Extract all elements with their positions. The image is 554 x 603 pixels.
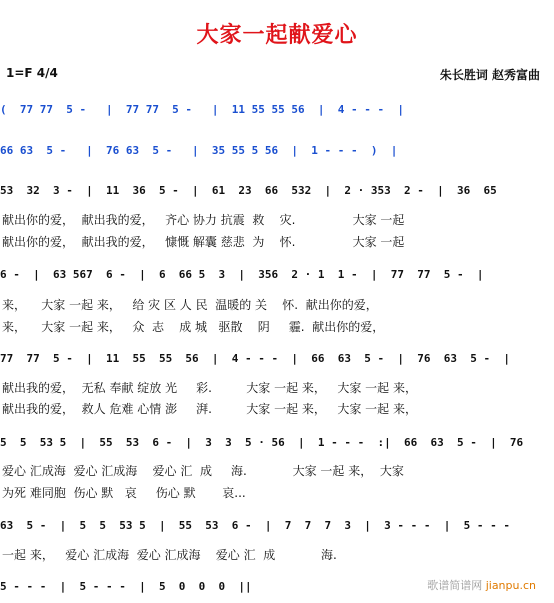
lyric-row-6-verse-1: 爱心 汇成海 爱心 汇成海 爱心 汇 成 海. 大家 一起 来， 大家 bbox=[2, 464, 404, 478]
notation-row-1: ( 77 77 5 - | 77 77 5 - | 11 55 55 56 | 4 - - - | bbox=[0, 103, 404, 116]
notation-row-2: 66 63 5 - | 76 63 5 - | 35 55 5 56 | 1 - - - ) | bbox=[0, 144, 398, 157]
lyric-row-3-verse-2: 献出你的爱， 献出我的爱， 慷慨 解囊 慈悲 为 怀. 大家 一起 bbox=[2, 235, 405, 249]
credits: 朱长胜词 赵秀富曲 bbox=[439, 68, 540, 82]
watermark-text: 歌谱简谱网 bbox=[427, 579, 483, 592]
lyric-row-6-verse-2: 为死 难同胞 伤心 默 哀 伤心 默 哀... bbox=[2, 486, 246, 500]
notation-row-5: 77 77 5 - | 11 55 55 56 | 4 - - - | 66 63 5 - | 76 63 5 - | bbox=[0, 352, 510, 365]
lyric-row-4-verse-1: 来， 大家 一起 来， 给 灾 区 人 民 温暖的 关 怀. 献出你的爱， bbox=[2, 298, 378, 312]
lyric-row-5-verse-1: 献出我的爱， 无私 奉献 绽放 光 彩. 大家 一起 来， 大家 一起 来， bbox=[2, 381, 417, 395]
notation-row-6: 5 5 53 5 | 55 53 6 - | 3 3 5 · 56 | 1 - - - :| 66 63 5 - | 76 bbox=[0, 436, 524, 449]
notation-row-7: 63 5 - | 5 5 53 5 | 55 53 6 - | 7 7 7 3 | 3 - - - | 5 - - - bbox=[0, 519, 510, 532]
notation-row-8: 5 - - - | 5 - - - | 5 0 0 0 || bbox=[0, 580, 252, 593]
lyric-row-4-verse-2: 来， 大家 一起 来， 众 志 成 城 驱散 阴 霾. 献出你的爱， bbox=[2, 320, 385, 334]
notation-row-4: 6 - | 63 567 6 - | 6 66 5 3 | 356 2 · 1 1 - | 77 77 5 - | bbox=[0, 268, 484, 281]
watermark bbox=[427, 577, 536, 593]
song-title: 大家一起献爱心 bbox=[196, 23, 358, 48]
lyric-row-7-verse-1: 一起 来， 爱心 汇成海 爱心 汇成海 爱心 汇 成 海. bbox=[2, 548, 337, 562]
notation-row-3: 53 32 3 - | 11 36 5 - | 61 23 66 532 | 2 · 353 2 - | 36 65 bbox=[0, 184, 497, 197]
lyric-row-3-verse-1: 献出你的爱， 献出我的爱， 齐心 协力 抗震 救 灾. 大家 一起 bbox=[2, 213, 405, 227]
key-signature: 1=F 4/4 bbox=[6, 66, 58, 80]
lyric-row-5-verse-2: 献出我的爱， 救人 危难 心情 澎 湃. 大家 一起 来， 大家 一起 来， bbox=[2, 402, 417, 416]
watermark-url: jianpu.cn bbox=[485, 579, 536, 592]
